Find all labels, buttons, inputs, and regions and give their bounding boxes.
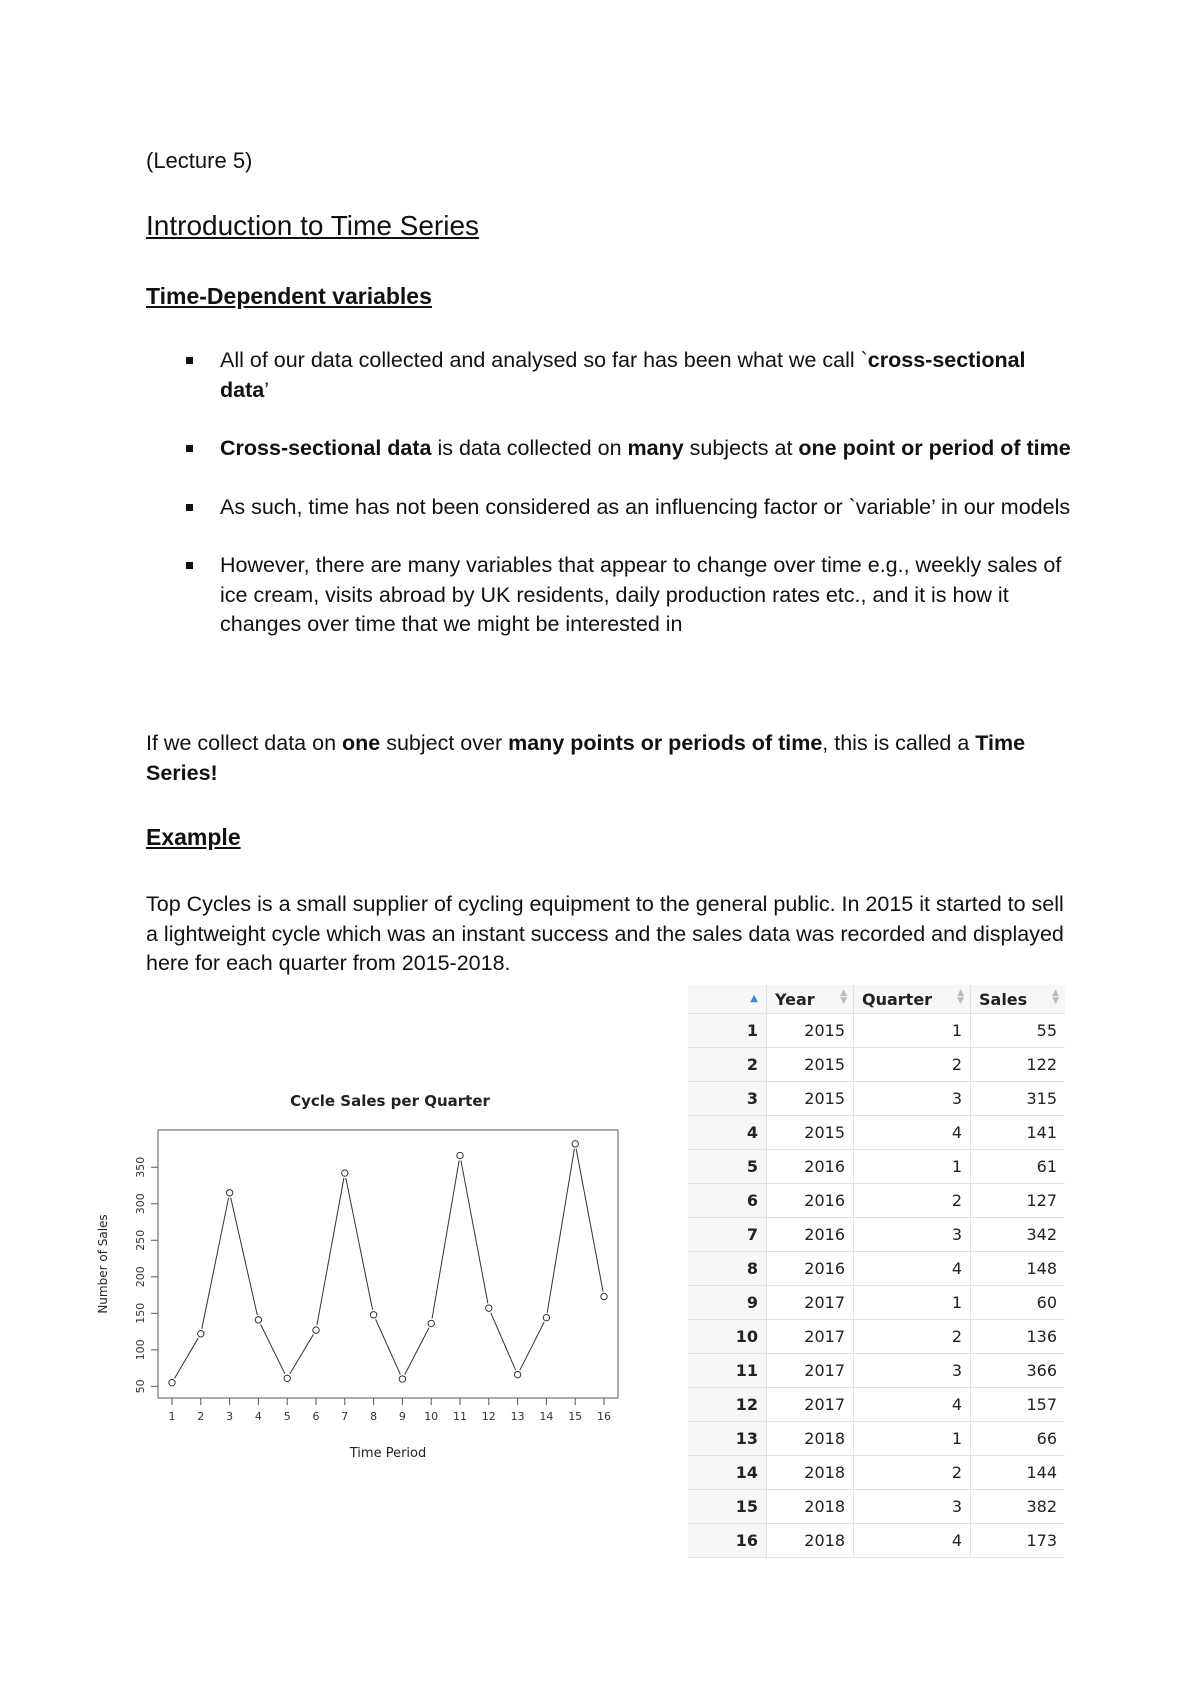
x-tick-label: 2 (197, 1410, 205, 1423)
quarter-cell: 3 (854, 1490, 971, 1524)
quarter-cell: 2 (854, 1184, 971, 1218)
data-point (370, 1312, 376, 1318)
x-tick-label: 11 (453, 1410, 467, 1423)
sales-cell: 144 (971, 1456, 1066, 1490)
data-point (572, 1141, 578, 1147)
data-point (601, 1293, 607, 1299)
row-number: 6 (688, 1184, 767, 1218)
sort-ascending-icon: ▲ (750, 993, 758, 1004)
year-cell: 2017 (767, 1286, 854, 1320)
sales-cell: 157 (971, 1388, 1066, 1422)
y-axis (134, 1157, 158, 1394)
sales-cell: 136 (971, 1320, 1066, 1354)
table-row (688, 1048, 1065, 1082)
y-tick-label: 300 (134, 1193, 147, 1215)
series-line-segment (376, 1319, 401, 1374)
para-text: If we collect data on (146, 731, 342, 755)
para-bold-text: Time Series! (146, 731, 1026, 785)
quarter-cell: 3 (854, 1218, 971, 1252)
chart-title: Cycle Sales per Quarter (290, 1092, 490, 1110)
y-tick-label: 100 (134, 1339, 147, 1361)
table-row (688, 1082, 1065, 1116)
quarter-cell: 4 (854, 1116, 971, 1150)
row-number: 7 (688, 1218, 767, 1252)
table-row (688, 1184, 1065, 1218)
table-row (688, 1252, 1065, 1286)
bullet-item (146, 551, 1076, 640)
sales-cell: 61 (971, 1150, 1066, 1184)
row-number: 9 (688, 1286, 767, 1320)
row-number: 5 (688, 1150, 767, 1184)
data-point (342, 1170, 348, 1176)
square-bullet-icon (186, 445, 193, 452)
year-cell: 2016 (767, 1150, 854, 1184)
time-series-definition (146, 729, 1076, 788)
year-cell: 2015 (767, 1048, 854, 1082)
x-tick-label: 6 (312, 1410, 320, 1423)
table-row (688, 1116, 1065, 1150)
lecture-label: (Lecture 5) (146, 148, 253, 173)
year-cell: 2015 (767, 1082, 854, 1116)
row-number: 15 (688, 1490, 767, 1524)
sales-cell: 127 (971, 1184, 1066, 1218)
data-point (198, 1331, 204, 1337)
para-text: , this is called a (822, 731, 976, 755)
section-heading: Time-Dependent variables (146, 283, 432, 309)
quarter-cell: 2 (854, 1456, 971, 1490)
x-axis (169, 1398, 612, 1423)
series-line-segment (290, 1334, 314, 1374)
x-tick-label: 10 (424, 1410, 439, 1423)
series-line-segment (576, 1149, 603, 1292)
row-number: 12 (688, 1388, 767, 1422)
x-axis-label: Time Period (349, 1446, 427, 1461)
sales-cell: 148 (971, 1252, 1066, 1286)
y-tick-label: 50 (134, 1379, 147, 1394)
x-tick-label: 5 (283, 1410, 291, 1423)
quarter-cell: 2 (854, 1320, 971, 1354)
column-header-year[interactable] (767, 985, 854, 1014)
series-line-segment (547, 1149, 574, 1313)
quarter-cell: 4 (854, 1388, 971, 1422)
bullet-list (146, 346, 1076, 669)
quarter-cell: 3 (854, 1354, 971, 1388)
bullet-bold-text: Cross-sectional data (220, 436, 432, 460)
year-cell: 2016 (767, 1184, 854, 1218)
sales-cell: 382 (971, 1490, 1066, 1524)
quarter-cell: 2 (854, 1048, 971, 1082)
sales-cell: 141 (971, 1116, 1066, 1150)
x-tick-label: 14 (539, 1410, 554, 1423)
series-line-segment (202, 1198, 229, 1329)
bullet-bold-text: cross-sectional data (220, 348, 1026, 402)
sales-line-chart (90, 1080, 650, 1480)
row-number: 4 (688, 1116, 767, 1150)
column-header-label: Year (775, 989, 815, 1009)
y-tick-label: 250 (134, 1229, 147, 1251)
table-row (688, 1320, 1065, 1354)
table-row (688, 1422, 1065, 1456)
year-cell: 2015 (767, 1116, 854, 1150)
sales-cell: 173 (971, 1524, 1066, 1558)
x-tick-label: 7 (341, 1410, 349, 1423)
y-tick-label: 150 (134, 1302, 147, 1324)
row-number: 14 (688, 1456, 767, 1490)
x-tick-label: 8 (370, 1410, 378, 1423)
series-line-segment (317, 1178, 344, 1325)
series-line-segment (405, 1328, 429, 1375)
series-line-segment (346, 1178, 373, 1310)
year-cell: 2018 (767, 1456, 854, 1490)
quarter-cell: 1 (854, 1286, 971, 1320)
data-point (255, 1317, 261, 1323)
sales-series (169, 1141, 607, 1386)
row-number: 2 (688, 1048, 767, 1082)
example-paragraph: Top Cycles is a small supplier of cycling equipment to the general public. In 2015 it started to sell a lightweight cycle which was an instant success and the sales data was recorded and displayed here for each quarter from 2015-2018. (146, 892, 1064, 975)
year-cell: 2018 (767, 1490, 854, 1524)
column-header-sales[interactable] (971, 985, 1066, 1014)
series-line-segment (491, 1313, 516, 1370)
square-bullet-icon (186, 504, 193, 511)
data-point (226, 1190, 232, 1196)
series-line-segment (261, 1324, 285, 1373)
bullet-item (146, 346, 1076, 405)
series-line-segment (432, 1160, 459, 1318)
series-line-segment (231, 1198, 258, 1315)
data-point (514, 1371, 520, 1377)
bullet-item (146, 493, 1076, 523)
table-header-row (688, 985, 1065, 1014)
table-row (688, 1218, 1065, 1252)
x-tick-label: 9 (398, 1410, 406, 1423)
year-cell: 2015 (767, 1014, 854, 1048)
bullet-text: is data collected on (431, 436, 628, 460)
x-tick-label: 3 (226, 1410, 234, 1423)
row-number: 1 (688, 1014, 767, 1048)
row-number: 3 (688, 1082, 767, 1116)
row-number: 10 (688, 1320, 767, 1354)
year-cell: 2016 (767, 1218, 854, 1252)
plot-frame (158, 1130, 618, 1398)
square-bullet-icon (186, 562, 193, 569)
sort-index-header[interactable] (688, 985, 767, 1014)
column-header-label: Quarter (862, 989, 933, 1009)
quarter-cell: 4 (854, 1524, 971, 1558)
y-axis-label: Number of Sales (96, 1214, 110, 1314)
series-line-segment (461, 1160, 488, 1303)
para-bold-text: one (342, 731, 381, 755)
y-tick-label: 200 (134, 1266, 147, 1288)
x-tick-label: 15 (568, 1410, 583, 1423)
bullet-bold-text: one point or period of time (798, 436, 1071, 460)
quarter-cell: 1 (854, 1150, 971, 1184)
quarter-cell: 3 (854, 1082, 971, 1116)
data-point (486, 1305, 492, 1311)
table-row (688, 1286, 1065, 1320)
data-point (313, 1327, 319, 1333)
table-row (688, 1354, 1065, 1388)
para-bold-text: many points or periods of time (508, 731, 823, 755)
data-point (399, 1376, 405, 1382)
sort-icon: ▲ ▼ (840, 988, 847, 1006)
table-row (688, 1014, 1065, 1048)
data-point (543, 1314, 549, 1320)
sort-icon: ▲ ▼ (1052, 988, 1059, 1006)
row-number: 16 (688, 1524, 767, 1558)
row-number: 8 (688, 1252, 767, 1286)
year-cell: 2018 (767, 1524, 854, 1558)
x-tick-label: 4 (254, 1410, 262, 1423)
data-point (169, 1379, 175, 1385)
x-tick-label: 16 (597, 1410, 611, 1423)
year-cell: 2017 (767, 1388, 854, 1422)
sales-cell: 60 (971, 1286, 1066, 1320)
row-number: 11 (688, 1354, 767, 1388)
year-cell: 2016 (767, 1252, 854, 1286)
table-body (688, 1014, 1065, 1558)
quarter-cell: 1 (854, 1422, 971, 1456)
bullet-text: However, there are many variables that appear to change over time e.g., weekly sales of ice cream, visits abroad by UK residents, daily production rates etc., and it is how it changes over time that we might be interested in (220, 553, 1062, 636)
para-text: subject over (380, 731, 509, 755)
x-tick-label: 1 (168, 1410, 176, 1423)
sales-cell: 55 (971, 1014, 1066, 1048)
y-tick-label: 350 (134, 1156, 147, 1178)
page-title: Introduction to Time Series (146, 210, 480, 241)
column-header-label: Sales (979, 989, 1028, 1009)
table-row (688, 1456, 1065, 1490)
x-tick-label: 13 (510, 1410, 525, 1423)
bullet-text: All of our data collected and analysed so far has been what we call ` (220, 348, 868, 372)
sales-cell: 315 (971, 1082, 1066, 1116)
sales-cell: 342 (971, 1218, 1066, 1252)
sales-data-table (688, 985, 1065, 1558)
data-point (284, 1375, 290, 1381)
sales-cell: 366 (971, 1354, 1066, 1388)
square-bullet-icon (186, 357, 193, 364)
column-header-quarter[interactable] (854, 985, 971, 1014)
sales-cell: 66 (971, 1422, 1066, 1456)
bullet-bold-text: many (627, 436, 684, 460)
sort-icon: ▲ ▼ (957, 988, 964, 1006)
data-point (457, 1152, 463, 1158)
quarter-cell: 4 (854, 1252, 971, 1286)
bullet-text: As such, time has not been considered as an influencing factor or `variable’ in our models (220, 494, 1071, 519)
table-row (688, 1150, 1065, 1184)
table-row (688, 1524, 1065, 1558)
year-cell: 2018 (767, 1422, 854, 1456)
row-number: 13 (688, 1422, 767, 1456)
year-cell: 2017 (767, 1354, 854, 1388)
sales-cell: 122 (971, 1048, 1066, 1082)
series-line-segment (175, 1338, 199, 1378)
x-tick-label: 12 (481, 1410, 496, 1423)
bullet-item (146, 434, 1076, 464)
example-heading: Example (146, 824, 241, 850)
data-point (428, 1320, 434, 1326)
table-row (688, 1388, 1065, 1422)
bullet-text: subjects at (683, 436, 799, 460)
bullet-text: ’ (264, 377, 269, 402)
table-row (688, 1490, 1065, 1524)
series-line-segment (520, 1322, 544, 1370)
quarter-cell: 1 (854, 1014, 971, 1048)
year-cell: 2017 (767, 1320, 854, 1354)
